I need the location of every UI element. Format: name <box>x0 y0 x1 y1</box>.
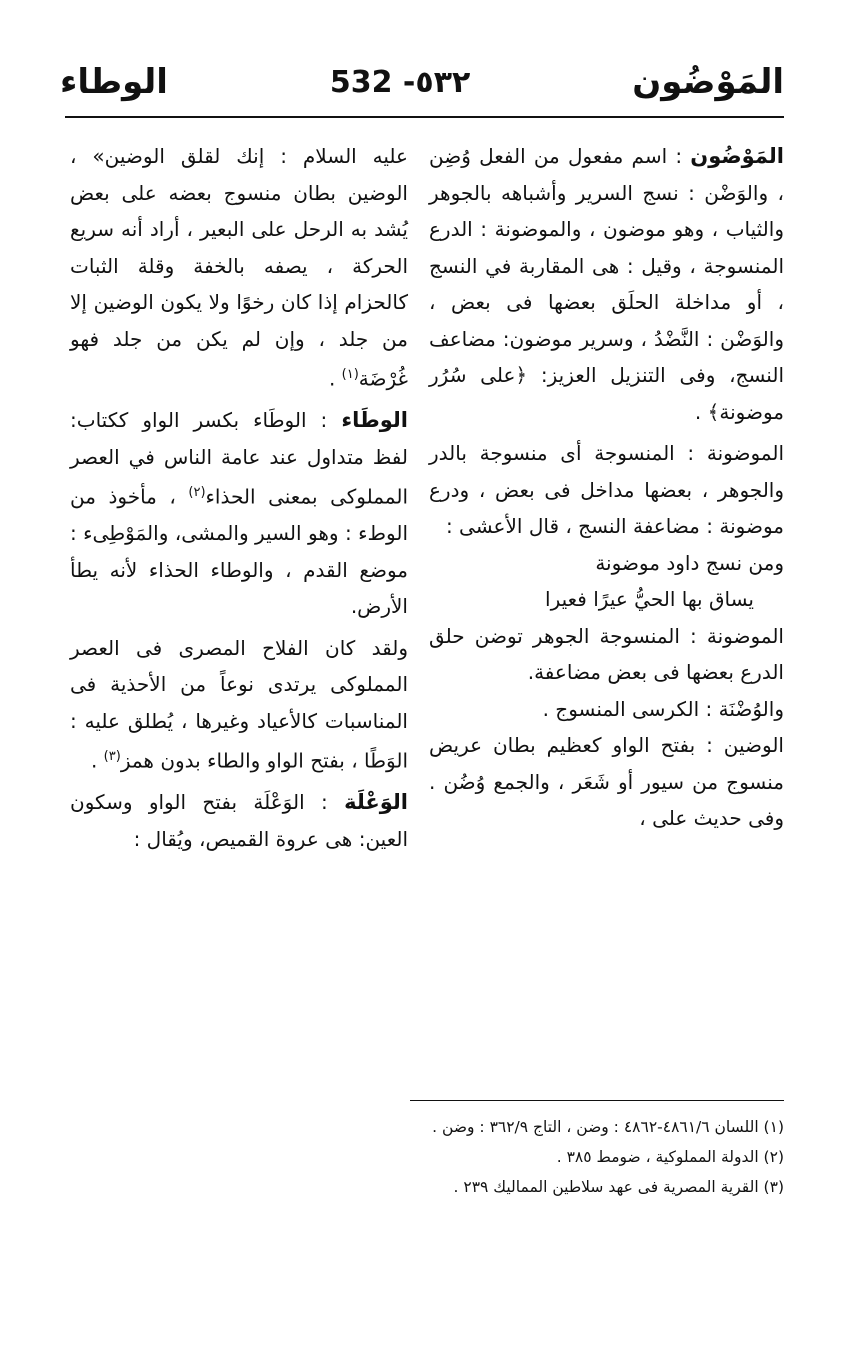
paragraph-end: . <box>328 366 342 391</box>
footnote-1: (١) اللسان ٤٨٦١/٦-٤٨٦٢ : وضن ، التاج ٣٦٢/٩ : وضن . <box>432 1118 784 1136</box>
paragraph: الموضونة : المنسوجة الجوهر توضن حلق الدرع بعضها فى بعض مضاعفة. <box>429 623 784 684</box>
entry-text: : الوَعْلَة بفتح الواو وسكون العين: هى عروة القميص، ويُقال : <box>70 790 408 851</box>
entry-text: : الوطَاء بكسر الواو ككتاب: لفظ متداول عند عامة الناس في العصر المملوكى بمعنى الحذاء <box>70 408 409 509</box>
paragraph: الوضين : بفتح الواو كعظيم بطان عريض منسوج من سيور أو شَعَر ، والجمع وُضُن . وفى حديث على ، <box>429 733 784 830</box>
paragraph: والوُضْنَة : الكرسى المنسوج . <box>542 696 784 721</box>
left-headword: الوطاء <box>60 62 168 102</box>
footnote-rule <box>410 1100 784 1101</box>
verse-line-1: ومن نسج داود موضونة <box>595 550 784 575</box>
entry-wata <box>70 402 408 625</box>
footnotes <box>70 1112 784 1202</box>
page-header <box>60 52 784 112</box>
entry-term: الوَعْلَة <box>344 790 408 815</box>
paragraph <box>70 138 408 397</box>
paragraph: الموضونة : المنسوجة أى منسوجة بالدر والجوهر ، بعضها مداخل فى بعض ، ودرع موضونة : مضاعفة النسج ، قال الأعشى : <box>429 441 784 538</box>
paragraph-text: عليه السلام : إنك لقلق الوضين» ، الوضين بطان منسوج بعضه على بعض يُشد به الرحل على البعير ، أراد أنه سريع الحركة ، يصفه بالخفة وقلة الثبات كالحزام إذا كان رخوًا ولا يكون الوضين إلا من جلد ، وإن لم يكن من جلد فهو غُرْضَة <box>70 144 408 391</box>
left-column <box>70 138 408 857</box>
right-column <box>429 138 784 837</box>
entry-term: الوطَاء <box>341 408 408 433</box>
verse-line-2: يساق بها الحيُّ عيرًا فعيرا <box>545 587 754 611</box>
entry-mawdun <box>429 138 784 430</box>
footnote-ref: (٢) <box>188 485 206 501</box>
paragraph-end: . <box>90 748 104 773</box>
right-headword: المَوْضُون <box>632 62 784 102</box>
entry-text: : اسم مفعول من الفعل وُضِن ، والوَضْن : نسج السرير وأشباهه بالجوهر والثياب ، وهو موضون ، والموضونة : الدرع المنسوجة ، وقيل : هى المقاربة في النسج ، أو مداخلة الحلَق بعضها فى بعض ، والوَضْن : النَّضْدُ ، وسرير موضون: مضاعف النسج، وفى التنزيل العزيز: ﴿على سُرُر موضونة﴾ . <box>429 144 784 424</box>
page-number: 532 -٥٣٢ <box>329 64 471 100</box>
footnote-2: (٢) الدولة المملوكية ، ضومط ٣٨٥ . <box>556 1148 784 1166</box>
paragraph <box>70 630 408 780</box>
entry-term: المَوْضُون <box>690 144 784 168</box>
paragraph-text: ولقد كان الفلاح المصرى فى العصر المملوكى يرتدى نوعاً من الأحذية فى المناسبات كالأعياد وغيرها ، يُطلق عليه : الوَطًا ، بفتح الواو والطاء بدون همز <box>70 635 408 773</box>
entry-text-end: ، مأخوذ من الوطء : وهو السير والمشى، والمَوْطِىء : موضع القدم ، والوطاء الحذاء لأنه يطأ الأرض. <box>70 484 408 619</box>
footnote-ref: (٣) <box>103 749 121 765</box>
footnote-3: (٣) القرية المصرية فى عهد سلاطين المماليك ٢٣٩ . <box>453 1178 784 1196</box>
footnote-ref: (١) <box>341 367 359 382</box>
entry-waala <box>70 784 408 857</box>
header-rule <box>65 116 784 118</box>
